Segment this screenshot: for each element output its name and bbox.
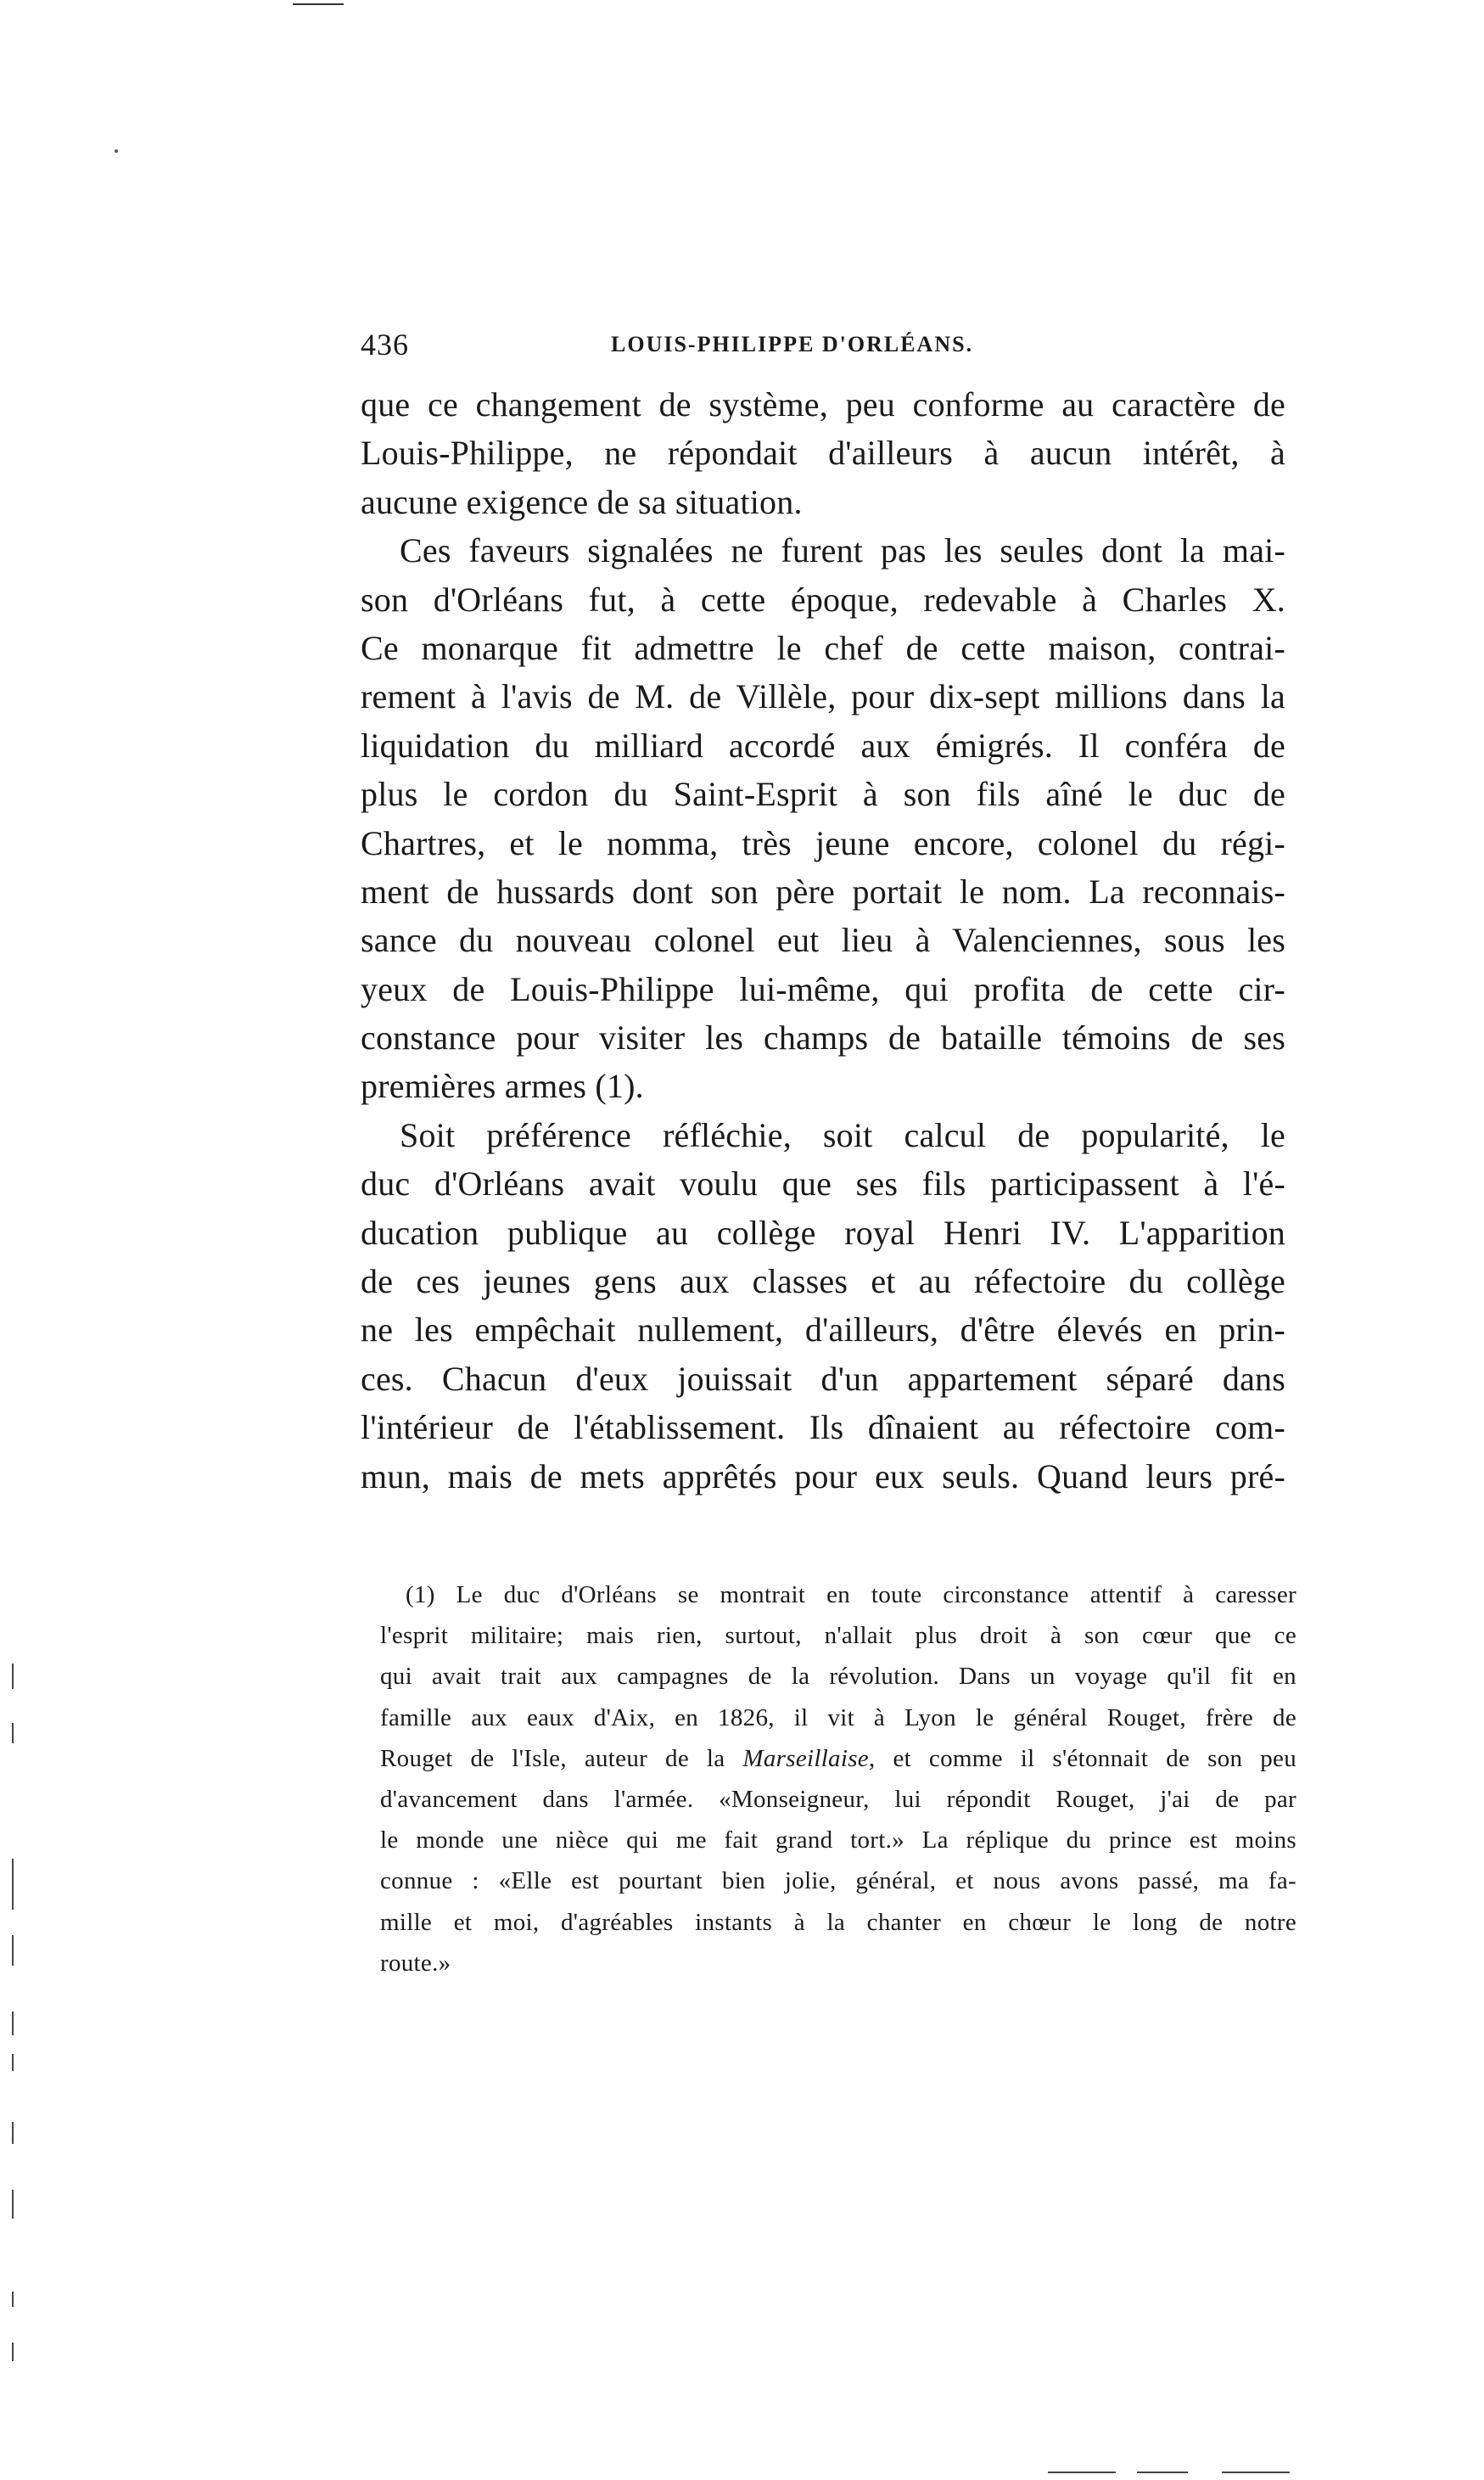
- text-line: ducation publique au collège royal Henri IV. L'apparition: [361, 1213, 1285, 1252]
- scan-artifact-dot: [115, 149, 118, 153]
- text-line: de ces jeunes gens aux classes et au réfectoire du collège: [361, 1262, 1285, 1301]
- footnote-line: connue : «Elle est pourtant bien jolie, général, et nous avons passé, ma fa-: [380, 1867, 1296, 1895]
- scan-artifact-margin-mark: [12, 1723, 14, 1743]
- footnote: [380, 1574, 1296, 1983]
- scan-artifact-margin-mark: [12, 2011, 14, 2035]
- text-line: plus le cordon du Saint-Esprit à son fils aîné le duc de: [361, 775, 1285, 814]
- scan-artifact-margin-mark: [12, 2122, 14, 2144]
- text-line: Louis-Philippe, ne répondait d'ailleurs à aucun intérêt, à: [361, 434, 1285, 473]
- footnote-line: le monde une nièce qui me fait grand tort.» La réplique du prince est moins: [380, 1826, 1296, 1854]
- text-line: ne les empêchait nullement, d'ailleurs, d'être élevés en prin-: [361, 1310, 1285, 1349]
- scan-artifact-margin-mark: [12, 1935, 14, 1966]
- text-line: l'intérieur de l'établissement. Ils dînaient au réfectoire com-: [361, 1408, 1285, 1447]
- running-title: LOUIS-PHILIPPE D'ORLÉANS.: [611, 332, 974, 356]
- text-line: duc d'Orléans avait voulu que ses fils participassent à l'é-: [361, 1164, 1285, 1204]
- scan-artifact-margin-mark: [12, 2292, 14, 2307]
- text-line: liquidation du milliard accordé aux émigrés. Il conféra de: [361, 726, 1285, 765]
- text-line: ment de hussards dont son père portait le nom. La reconnais-: [361, 872, 1285, 911]
- footnote-line: route.»: [380, 1949, 451, 1977]
- text-line: Ces faveurs signalées ne furent pas les seules dont la mai-: [400, 531, 1285, 570]
- scan-artifact-top-rule: [293, 3, 344, 5]
- text-line: rement à l'avis de M. de Villèle, pour dix-sept millions dans la: [361, 677, 1285, 716]
- scan-artifact-margin-mark: [12, 2054, 14, 2071]
- footnote-line: d'avancement dans l'armée. «Monseigneur, lui répondit Rouget, j'ai de par: [380, 1785, 1296, 1813]
- footnote-line: mille et moi, d'agréables instants à la chanter en chœur le long de notre: [380, 1908, 1296, 1936]
- text-line: mun, mais de mets apprêtés pour eux seuls. Quand leurs pré-: [361, 1456, 1285, 1495]
- scan-artifact-bottom-rule: [1048, 2472, 1116, 2473]
- page-header: [361, 327, 1281, 369]
- scan-artifact-margin-mark: [12, 1664, 14, 1689]
- footnote-line: Rouget de l'Isle, auteur de la Marseillaise, et comme il s'étonnait de son peu: [380, 1744, 1296, 1772]
- footnote-line: qui avait trait aux campagnes de la révolution. Dans un voyage qu'il fit en: [380, 1663, 1296, 1691]
- footnote-line: (1) Le duc d'Orléans se montrait en toute circonstance attentif à caresser: [406, 1581, 1296, 1608]
- footnote-line: famille aux eaux d'Aix, en 1826, il vit à Lyon le général Rouget, frère de: [380, 1703, 1296, 1731]
- text-line: sance du nouveau colonel eut lieu à Valenciennes, sous les: [361, 921, 1285, 960]
- scan-artifact-bottom-rule: [1222, 2472, 1290, 2473]
- text-line: yeux de Louis-Philippe lui-même, qui profita de cette cir-: [361, 969, 1285, 1008]
- scan-artifact-margin-mark: [12, 2190, 14, 2219]
- page-number: 436: [361, 328, 409, 362]
- scan-artifact-margin-mark: [12, 2343, 14, 2361]
- footnote-line: l'esprit militaire; mais rien, surtout, n'allait plus droit à son cœur que ce: [380, 1622, 1296, 1650]
- scan-artifact-margin-mark: [12, 1859, 14, 1910]
- text-line: premières armes (1).: [361, 1067, 644, 1106]
- text-line: Chartres, et le nomma, très jeune encore, colonel du régi-: [361, 823, 1285, 862]
- text-line: constance pour visiter les champs de bataille témoins de ses: [361, 1018, 1285, 1058]
- text-line: que ce changement de système, peu conforme au caractère de: [361, 385, 1285, 424]
- text-line: Ce monarque fit admettre le chef de cette maison, contrai-: [361, 628, 1285, 667]
- text-line: son d'Orléans fut, à cette époque, redevable à Charles X.: [361, 580, 1285, 619]
- text-line: ces. Chacun d'eux jouissait d'un appartement séparé dans: [361, 1359, 1285, 1398]
- italic-title: Marseillaise: [742, 1744, 869, 1772]
- scan-artifact-bottom-rule: [1137, 2472, 1188, 2473]
- text-line: aucune exigence de sa situation.: [361, 482, 803, 521]
- body-text: [361, 380, 1285, 1501]
- text-line: Soit préférence réfléchie, soit calcul de popularité, le: [400, 1115, 1285, 1154]
